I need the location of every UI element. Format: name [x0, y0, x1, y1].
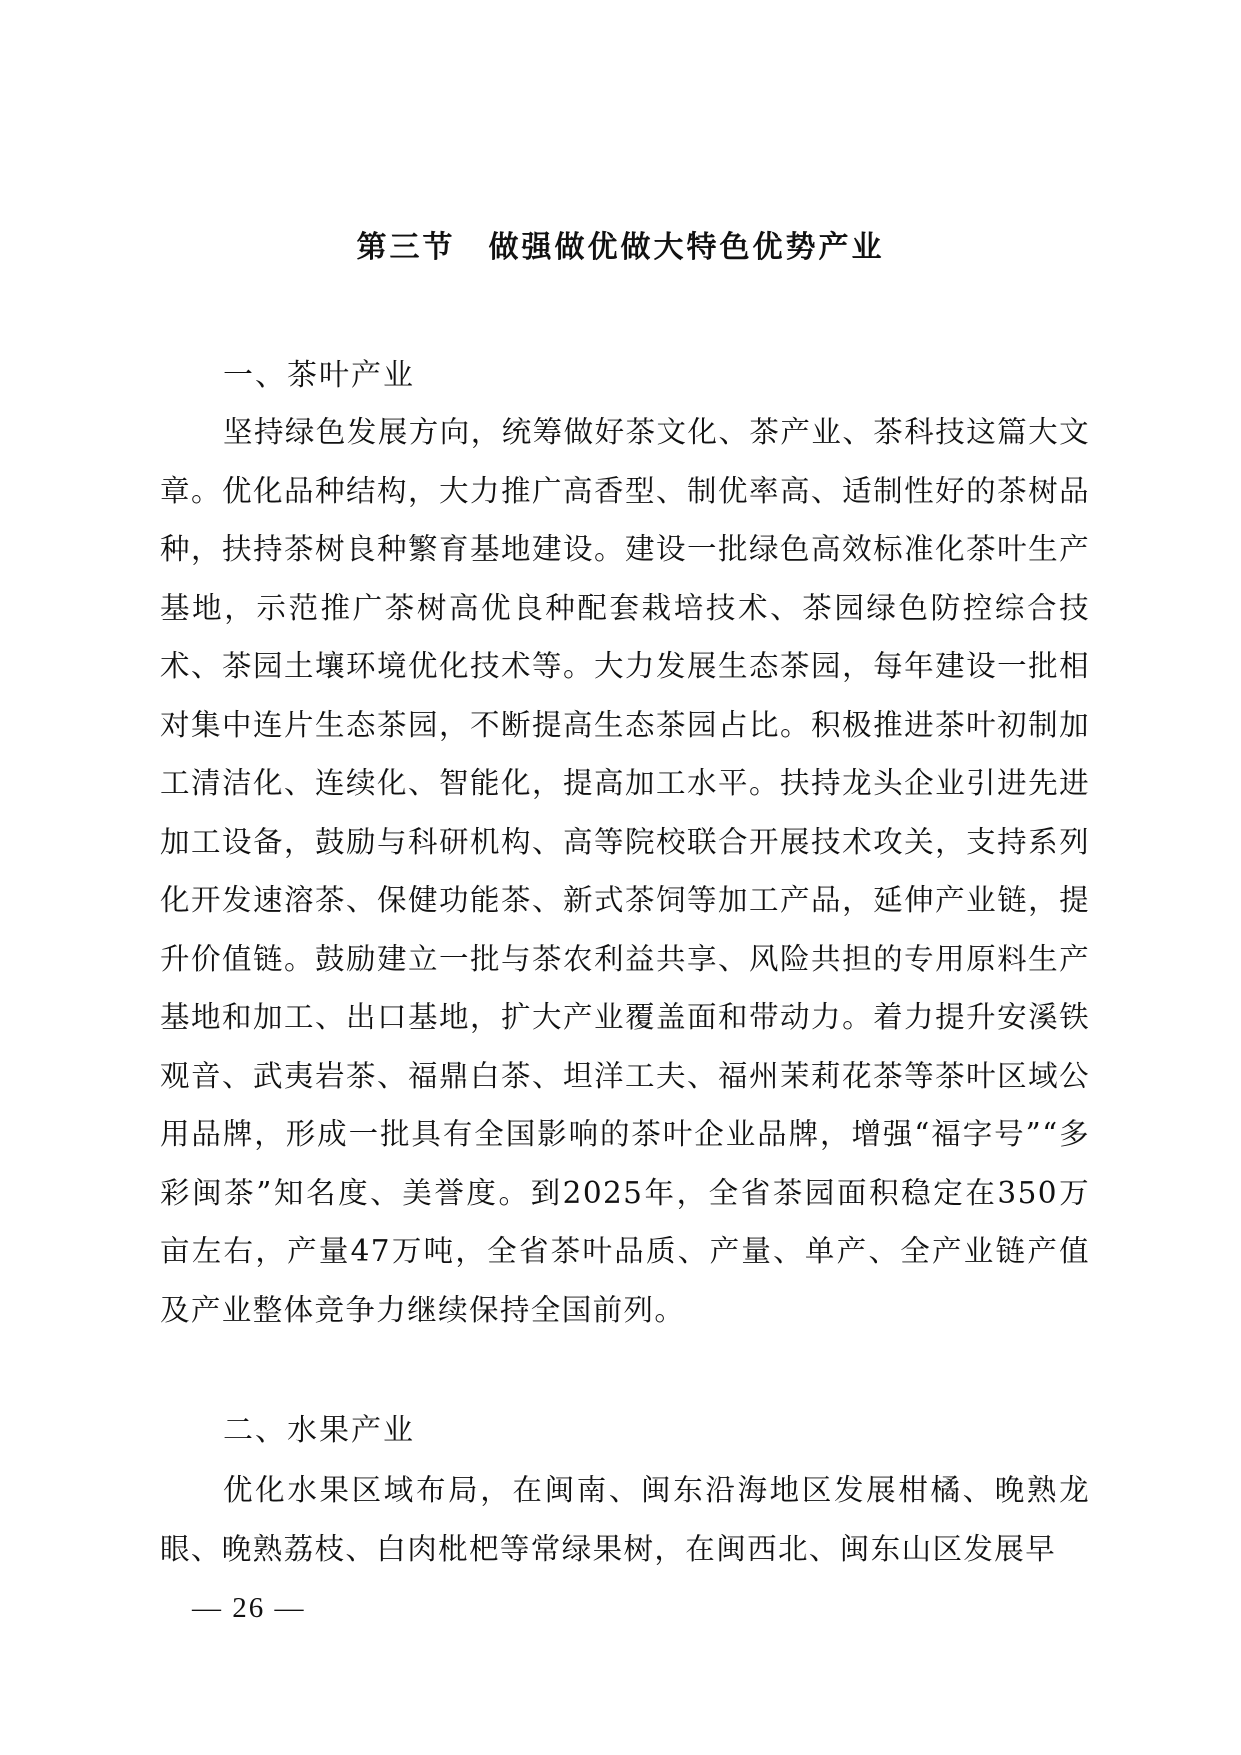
heading-tea-industry: 一、茶叶产业 [223, 358, 415, 393]
section-title: 第三节 做强做优做大特色优势产业 [356, 230, 885, 265]
paragraph-fruit-industry: 优化水果区域布局，在闽南、闽东沿海地区发展柑橘、晚熟龙眼、晚熟荔枝、白肉枇杷等常绿果树，在闽西北、闽东山区发展早 [160, 1473, 1090, 1566]
heading-fruit-industry: 二、水果产业 [223, 1413, 415, 1448]
page-number: — 26 — [192, 1592, 306, 1624]
paragraph-tea-industry: 坚持绿色发展方向，统筹做好茶文化、茶产业、茶科技这篇大文章。优化品种结构，大力推广高香型、制优率高、适制性好的茶树品种，扶持茶树良种繁育基地建设。建设一批绿色高效标准化茶叶生产基地，示范推广茶树高优良种配套栽培技术、茶园绿色防控综合技术、茶园土壤环境优化技术等。大力发展生态茶园，每年建设一批相对集中连片生态茶园，不断提高生态茶园占比。积极推进茶叶初制加工清洁化、连续化、智能化，提高加工水平。扶持龙头企业引进先进加工设备，鼓励与科研机构、高等院校联合开展技术攻关，支持系列化开发速溶茶、保健功能茶、新式茶饲等加工产品，延伸产业链，提升价值链。鼓励建立一批与茶农利益共享、风险共担的专用原料生产基地和加工、出口基地，扩大产业覆盖面和带动力。着力提升安溪铁观音、武夷岩茶、福鼎白茶、坦洋工夫、福州茉莉花茶等茶叶区域公用品牌，形成一批具有全国影响的茶叶企业品牌，增强“福字号”“多彩闽茶”知名度、美誉度。到2025年，全省茶园面积稳定在350万亩左右，产量47万吨，全省茶叶品质、产量、单产、全产业链产值及产业整体竞争力继续保持全国前列。 [160, 415, 1090, 1327]
